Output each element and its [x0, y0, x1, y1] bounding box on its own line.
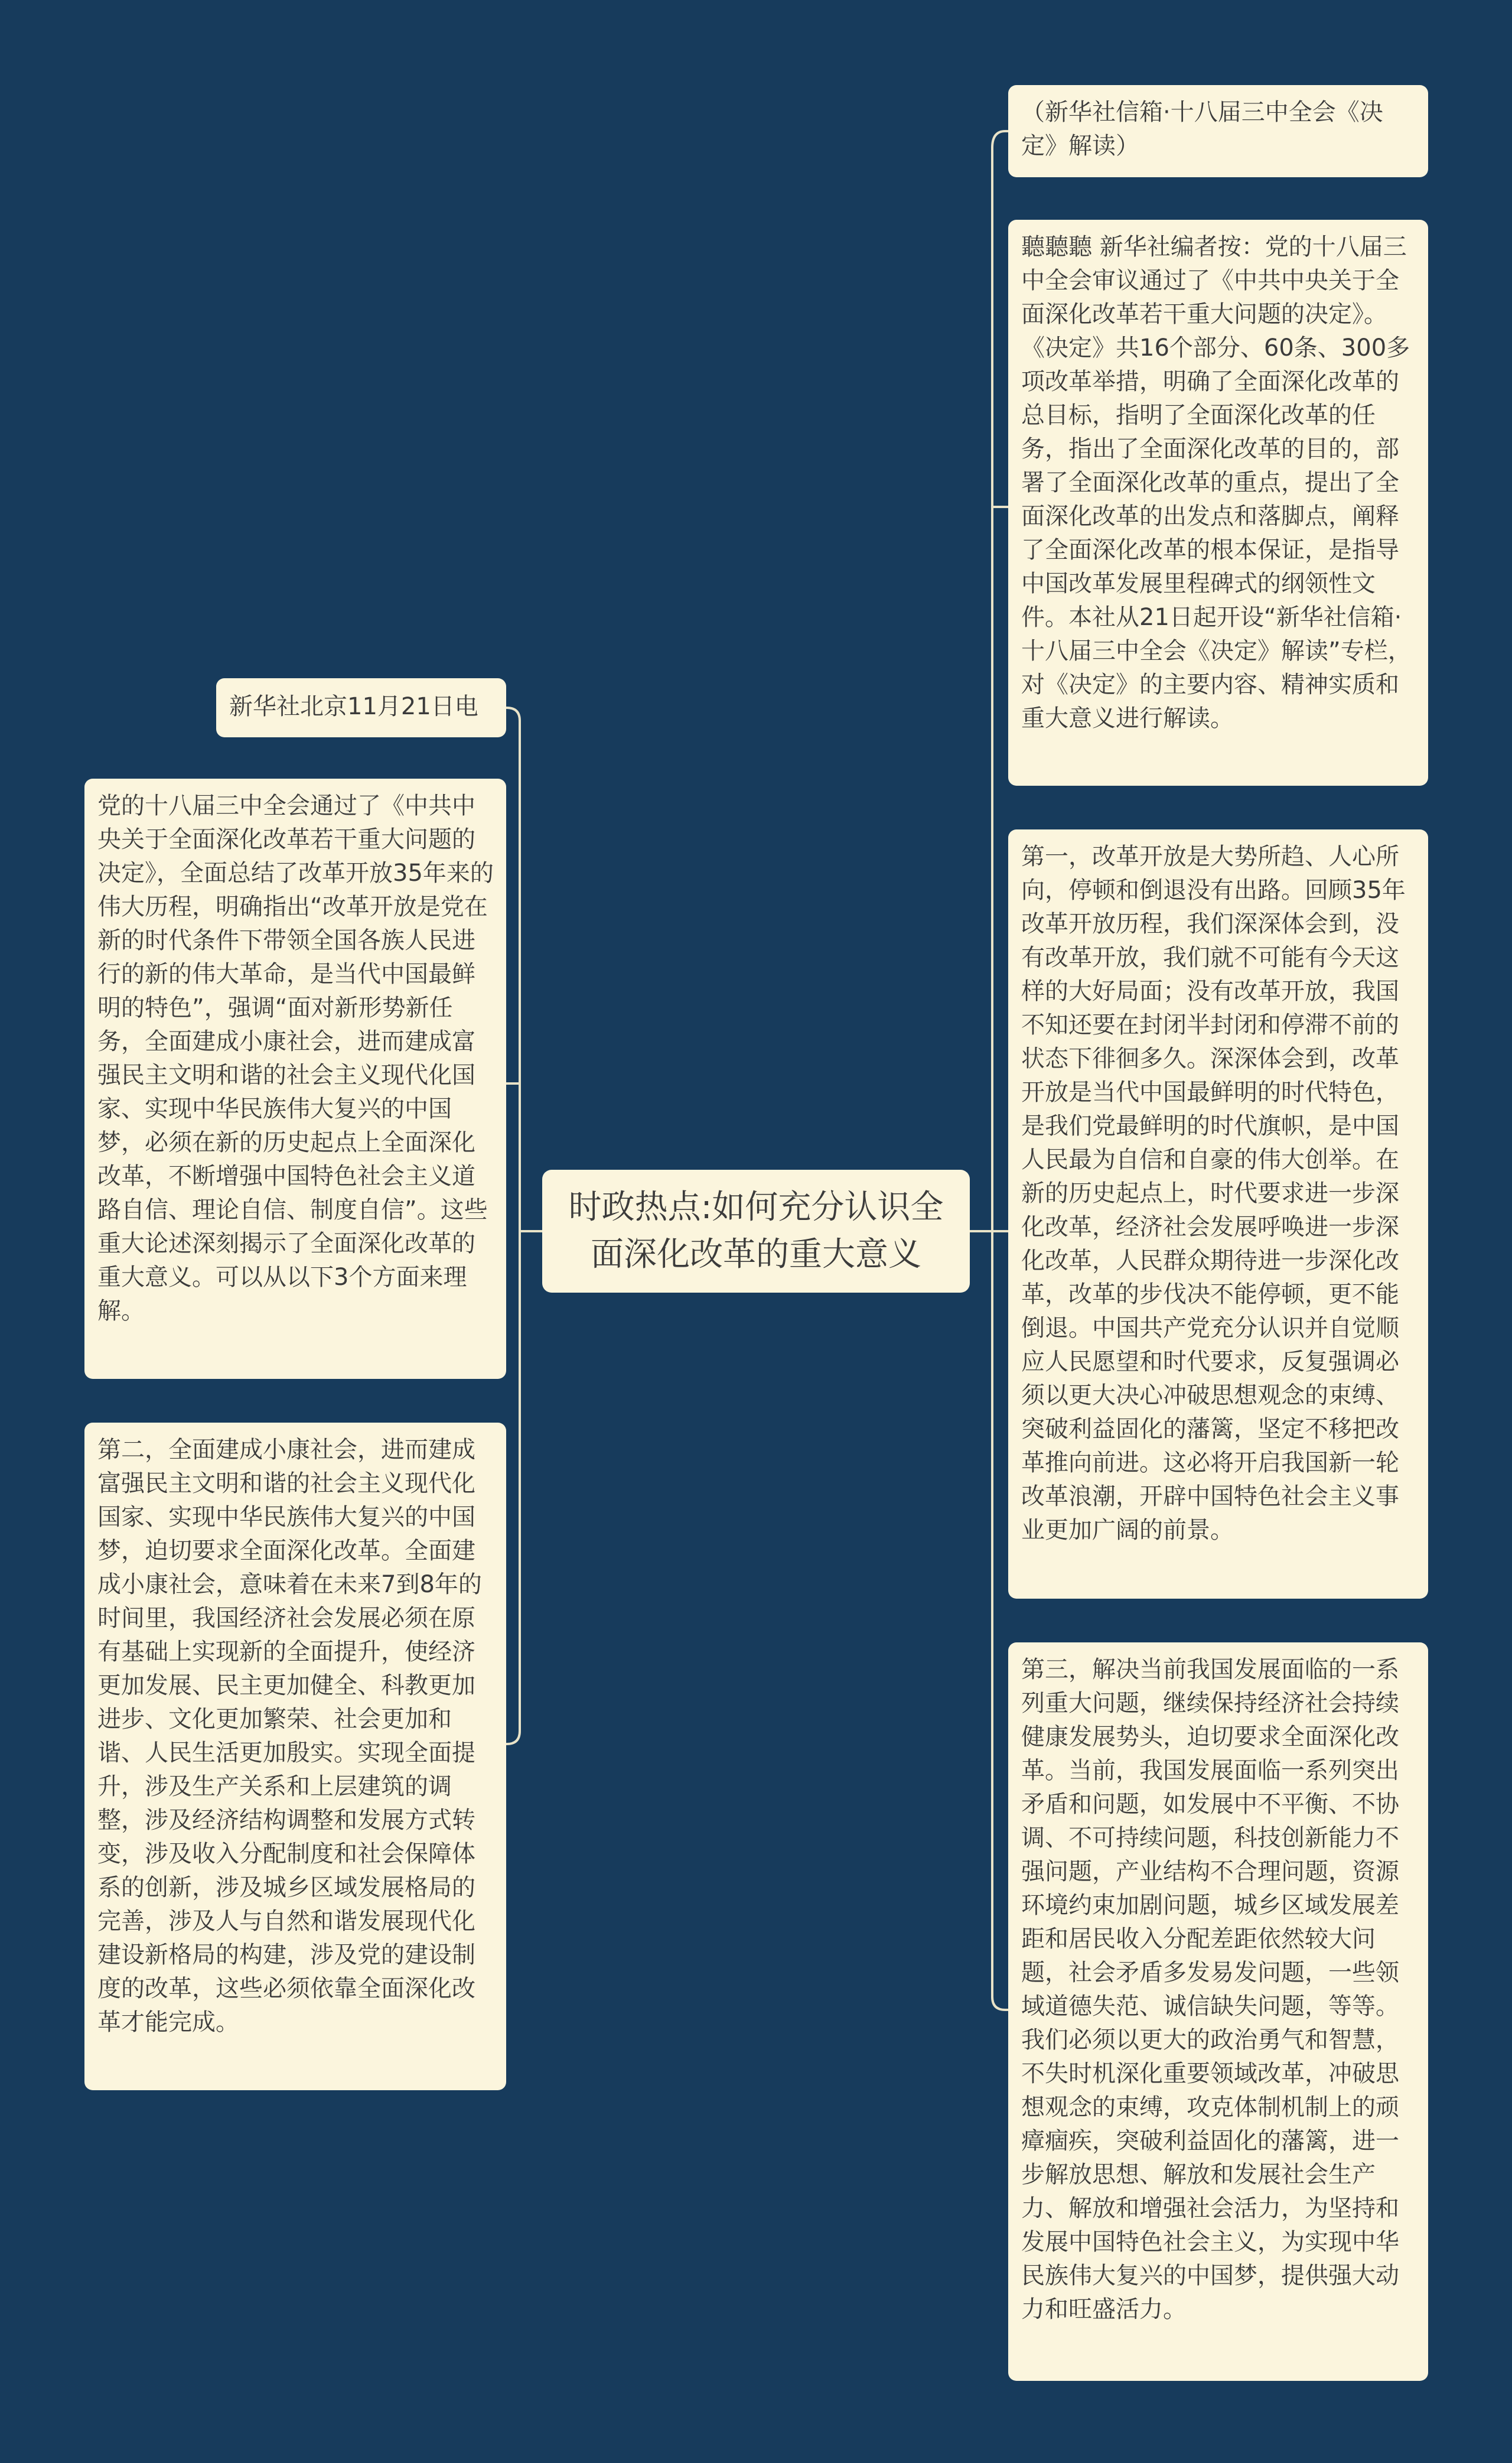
- right-node-column-title[interactable]: [1008, 85, 1428, 177]
- left-node-second-point-text: 第二，全面建成小康社会，进而建成富强民主文明和谐的社会主义现代化国家、实现中华民族伟大复兴的中国梦，迫切要求全面深化改革。全面建成小康社会，意味着在未来7到8年的时间里，我国经济社会发展必须在原有基础上实现新的全面提升，使经济更加发展、民主更加健全、科教更加进步、文化更加繁荣、社会更加和谐、人民生活更加殷实。实现全面提升，涉及生产关系和上层建筑的调整，涉及经济结构调整和发展方式转变，涉及收入分配制度和社会保障体系的创新，涉及城乡区域发展格局的完善，涉及人与自然和谐发展现代化建设新格局的构建，涉及党的建设制度的改革，这些必须依靠全面深化改革才能完成。: [97, 1436, 482, 2036]
- central-topic-title: 时政热点:如何充分认识全面深化改革的重大意义: [568, 1188, 944, 1274]
- right-node-first-point[interactable]: [1008, 829, 1428, 1599]
- connector-right-1: [992, 131, 1008, 1231]
- left-node-dateline[interactable]: [216, 678, 506, 737]
- connector-left-3: [506, 1231, 520, 1744]
- central-topic[interactable]: [542, 1170, 970, 1293]
- connector-right-4: [992, 1231, 1008, 2010]
- right-node-editor-note[interactable]: [1008, 220, 1428, 786]
- left-node-introduction-text: 党的十八届三中全会通过了《中共中央关于全面深化改革若干重大问题的决定》，全面总结了改革开放35年来的伟大历程，明确指出“改革开放是党在新的时代条件下带领全国各族人民进行的新的伟大革命，是当代中国最鲜明的特色”，强调“面对新形势新任务，全面建成小康社会，进而建成富强民主文明和谐的社会主义现代化国家、实现中华民族伟大复兴的中国梦，必须在新的历史起点上全面深化改革，不断增强中国特色社会主义道路自信、理论自信、制度自信”。这些重大论述深刻揭示了全面深化改革的重大意义。可以从以下3个方面来理解。: [97, 792, 494, 1325]
- right-node-editor-note-text: 聽聽聽 新华社编者按：党的十八届三中全会审议通过了《中共中央关于全面深化改革若干重大问题的决定》。《决定》共16个部分、60条、300多项改革举措，明确了全面深化改革的总目标，指明了全面深化改革的任务，指出了全面深化改革的目的，部署了全面深化改革的重点，提出了全面深化改革的出发点和落脚点，阐释了全面深化改革的根本保证，是指导中国改革发展里程碑式的纲领性文件。本社从21日起开设“新华社信箱·十八届三中全会《决定》解读”专栏，对《决定》的主要内容、精神实质和重大意义进行解读。: [1021, 233, 1412, 732]
- right-node-third-point[interactable]: [1008, 1642, 1428, 2381]
- left-node-dateline-text: 新华社北京11月21日电: [229, 693, 478, 720]
- left-node-introduction[interactable]: [84, 779, 506, 1379]
- right-node-third-point-text: 第三，解决当前我国发展面临的一系列重大问题，继续保持经济社会持续健康发展势头，迫切要求全面深化改革。当前，我国发展面临一系列突出矛盾和问题，如发展中不平衡、不协调、不可持续问题，科技创新能力不强问题，产业结构不合理问题，资源环境约束加剧问题，城乡区域发展差距和居民收入分配差距依然较大问题，社会矛盾多发易发问题，一些领域道德失范、诚信缺失问题，等等。我们必须以更大的政治勇气和智慧，不失时机深化重要领域改革，冲破思想观念的束缚，攻克体制机制上的顽瘴痼疾，突破利益固化的藩篱，进一步解放思想、解放和发展社会生产力、解放和增强社会活力，为坚持和发展中国特色社会主义，为实现中华民族伟大复兴的中国梦，提供强大动力和旺盛活力。: [1021, 1656, 1399, 2323]
- left-node-second-point[interactable]: [84, 1423, 506, 2090]
- connector-left-1: [506, 708, 520, 1231]
- right-node-column-title-text: （新华社信箱·十八届三中全会《决定》解读）: [1021, 99, 1383, 160]
- right-node-first-point-text: 第一，改革开放是大势所趋、人心所向，停顿和倒退没有出路。回顾35年改革开放历程，我们深深体会到，没有改革开放，我们就不可能有今天这样的大好局面；没有改革开放，我国不知还要在封闭半封闭和停滞不前的状态下徘徊多久。深深体会到，改革开放是当代中国最鲜明的时代特色，是我们党最鲜明的时代旗帜，是中国人民最为自信和自豪的伟大创举。在新的历史起点上，时代要求进一步深化改革，经济社会发展呼唤进一步深化改革，人民群众期待进一步深化改革，改革的步伐决不能停顿，更不能倒退。中国共产党充分认识并自觉顺应人民愿望和时代要求，反复强调必须以更大决心冲破思想观念的束缚、突破利益固化的藩篱，坚定不移把改革推向前进。这必将开启我国新一轮改革浪潮，开辟中国特色社会主义事业更加广阔的前景。: [1021, 843, 1406, 1544]
